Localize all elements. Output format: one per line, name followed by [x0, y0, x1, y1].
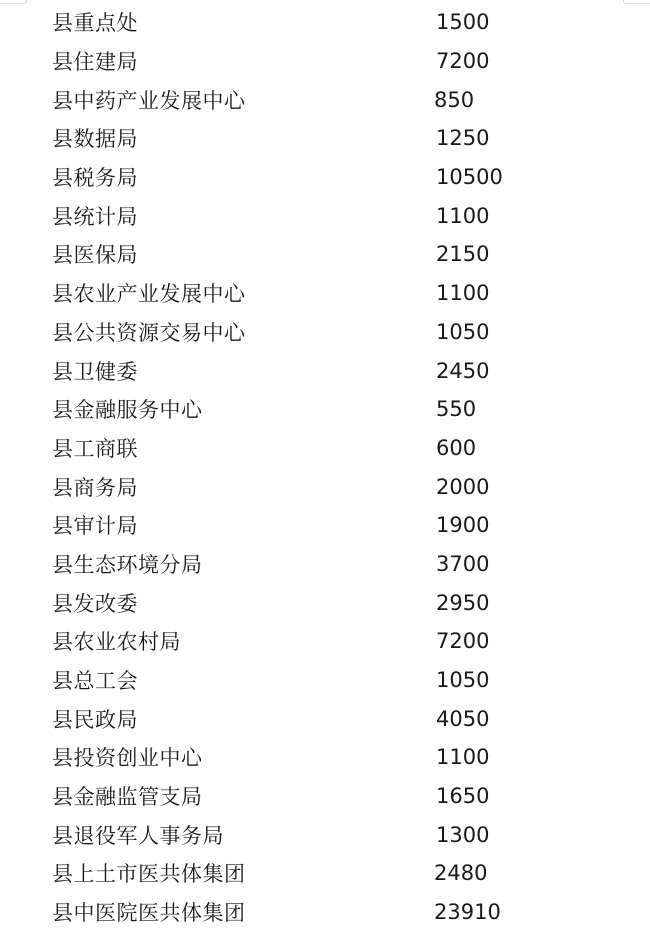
amount-value: 600 [436, 435, 477, 460]
amount-value: 2150 [436, 242, 490, 267]
table-row [0, 893, 650, 932]
amount-value: 1050 [436, 668, 490, 693]
table-row [0, 777, 650, 816]
table-row [0, 854, 650, 893]
amount-value: 10500 [436, 165, 503, 190]
department-name: 县卫健委 [52, 359, 138, 384]
table-row [0, 3, 650, 42]
amount-value: 4050 [436, 706, 490, 731]
department-name: 县数据局 [52, 127, 138, 152]
department-name: 县中医院医共体集团 [52, 901, 246, 926]
department-name: 县农业产业发展中心 [52, 282, 246, 307]
amount-value: 1050 [436, 319, 490, 344]
amount-value: 2950 [436, 590, 490, 615]
department-name: 县住建局 [52, 50, 138, 75]
table-row [0, 235, 650, 274]
amount-value: 850 [434, 87, 475, 112]
table-row [0, 429, 650, 468]
department-name: 县投资创业中心 [52, 746, 203, 771]
department-name: 县发改委 [52, 591, 138, 616]
department-name: 县上土市医共体集团 [52, 862, 246, 887]
amount-value: 1100 [436, 281, 490, 306]
table-row [0, 815, 650, 854]
department-name: 县医保局 [52, 243, 138, 268]
amount-value: 7200 [436, 629, 490, 654]
amount-value: 1100 [436, 203, 490, 228]
amount-value: 1100 [436, 745, 490, 770]
table-row [0, 42, 650, 81]
table-row [0, 583, 650, 622]
table-row [0, 80, 650, 119]
department-name: 县生态环境分局 [52, 552, 203, 577]
table-row [0, 506, 650, 545]
department-name: 县金融监管支局 [52, 785, 203, 810]
amount-value: 1900 [436, 513, 490, 538]
amount-value: 1300 [436, 822, 490, 847]
table-row [0, 119, 650, 158]
department-name: 县工商联 [52, 436, 138, 461]
amount-value: 7200 [436, 49, 490, 74]
amount-table [0, 3, 650, 932]
table-row [0, 351, 650, 390]
table-row [0, 661, 650, 700]
table-row [0, 274, 650, 313]
department-name: 县总工会 [52, 669, 138, 694]
table-row [0, 545, 650, 584]
department-name: 县金融服务中心 [52, 398, 203, 423]
amount-value: 1500 [436, 10, 490, 35]
table-row [0, 313, 650, 352]
table-row [0, 390, 650, 429]
department-name: 县商务局 [52, 475, 138, 500]
department-name: 县审计局 [52, 514, 138, 539]
table-row [0, 738, 650, 777]
table-row [0, 699, 650, 738]
amount-value: 2000 [436, 474, 490, 499]
amount-value: 3700 [436, 551, 490, 576]
table-row [0, 158, 650, 197]
amount-value: 550 [436, 397, 477, 422]
amount-value: 1250 [436, 126, 490, 151]
table-row [0, 467, 650, 506]
department-name: 县公共资源交易中心 [52, 320, 246, 345]
table-row [0, 622, 650, 661]
department-name: 县重点处 [52, 11, 138, 36]
amount-value: 23910 [434, 900, 501, 925]
department-name: 县退役军人事务局 [52, 823, 224, 848]
amount-value: 1650 [436, 784, 490, 809]
department-name: 县税务局 [52, 166, 138, 191]
department-name: 县统计局 [52, 204, 138, 229]
department-name: 县民政局 [52, 707, 138, 732]
table-row [0, 196, 650, 235]
amount-value: 2480 [434, 861, 488, 886]
department-name: 县农业农村局 [52, 630, 181, 655]
amount-value: 2450 [436, 358, 490, 383]
department-name: 县中药产业发展中心 [52, 88, 246, 113]
